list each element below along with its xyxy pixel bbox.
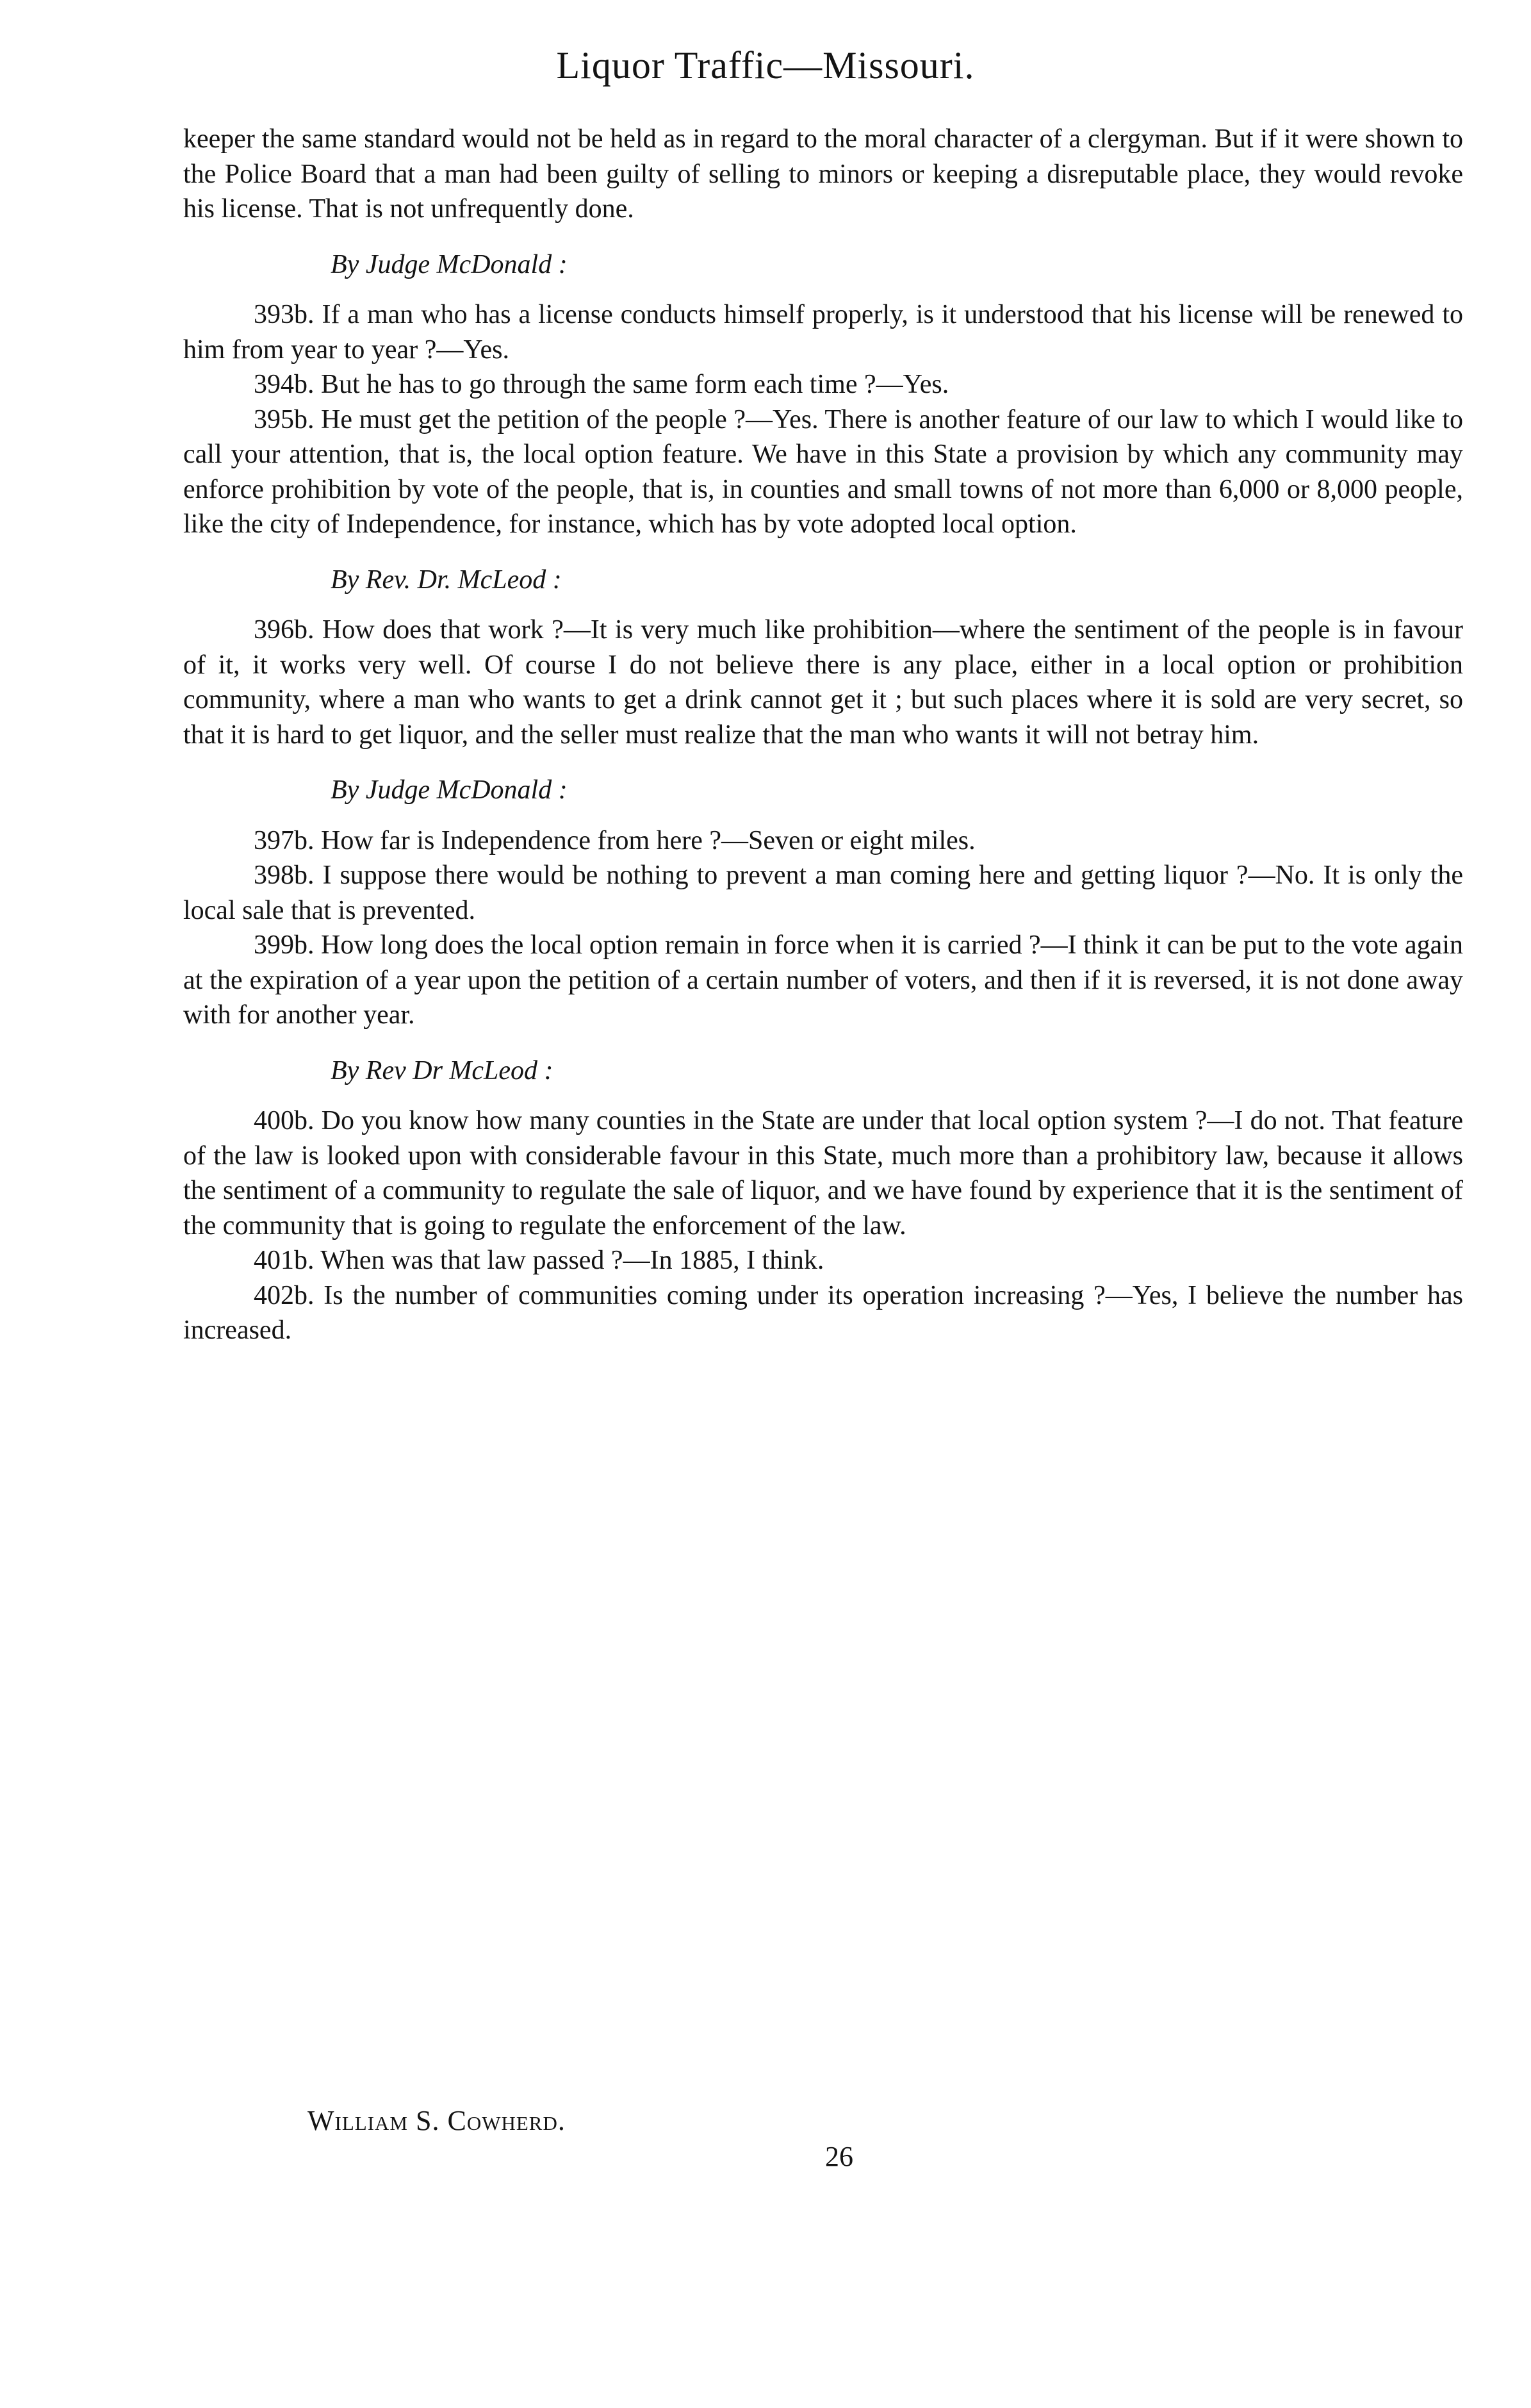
paragraph: keeper the same standard would not be held as in regard to the moral character of a clergyman. But if it were shown to the Police Board that a man had been guilty of selling to minors or keeping a disreputable place, they would revoke his license. That is not unfrequently done.	[183, 124, 1463, 224]
question-393b: 393b. If a man who has a license conducts himself properly, is it understood that his license will be renewed to him from year to year ?—Yes.	[183, 300, 1463, 365]
question-395b: 395b. He must get the petition of the people ?—Yes. There is another feature of our law to which I would like to call your attention, that is, the local option feature. We have in this State a provision by which any community may enforce prohibition by vote of the people, that is, in counties and small towns of not more than 6,000 or 8,000 people, like the city of Independence, for instance, which has by vote adopted local option.	[183, 404, 1463, 539]
document-body	[183, 122, 1463, 1348]
question-402b: 402b. Is the number of communities coming under its operation increasing ?—Yes, I believe the number has increased.	[183, 1280, 1463, 1345]
speaker-heading: By Judge McDonald :	[331, 775, 568, 805]
question-398b: 398b. I suppose there would be nothing to prevent a man coming here and getting liquor ?—No. It is only the local sale that is prevented.	[183, 861, 1463, 925]
page-number: 26	[825, 2141, 853, 2172]
speaker-heading: By Judge McDonald :	[331, 249, 568, 279]
speaker-heading: By Rev. Dr. McLeod :	[331, 565, 562, 595]
question-396b: 396b. How does that work ?—It is very much like prohibition—where the sentiment of the people is in favour of it, it works very well. Of course I do not believe there is any place, either in a local option or prohibition community, where a man who wants to get a drink cannot get it ; but such places where it is sold are very secret, so that it is hard to get liquor, and the seller must realize that the man who wants it will not betray him.	[183, 615, 1463, 750]
question-394b: 394b. But he has to go through the same form each time ?—Yes.	[254, 370, 949, 399]
question-400b: 400b. Do you know how many counties in the State are under that local option system ?—I do not. That feature of the law is looked upon with considerable favour in this State, much more than a prohibitory law, because it allows the sentiment of a community to regulate the sale of liquor, and we have found by experience that it is the sentiment of the community that is going to regulate the enforcement of the law.	[183, 1106, 1463, 1241]
speaker-heading: By Rev Dr McLeod :	[331, 1055, 553, 1085]
question-401b: 401b. When was that law passed ?—In 1885, I think.	[254, 1246, 824, 1275]
page-title: Liquor Traffic—Missouri.	[556, 44, 975, 87]
question-397b: 397b. How far is Independence from here ?—Seven or eight miles.	[254, 825, 976, 855]
question-399b: 399b. How long does the local option remain in force when it is carried ?—I think it can be put to the vote again at the expiration of a year upon the petition of a certain number of voters, and then if it is reversed, it is not done away with for another year.	[183, 930, 1463, 1030]
witness-name: William S. Cowherd.	[307, 2105, 566, 2136]
